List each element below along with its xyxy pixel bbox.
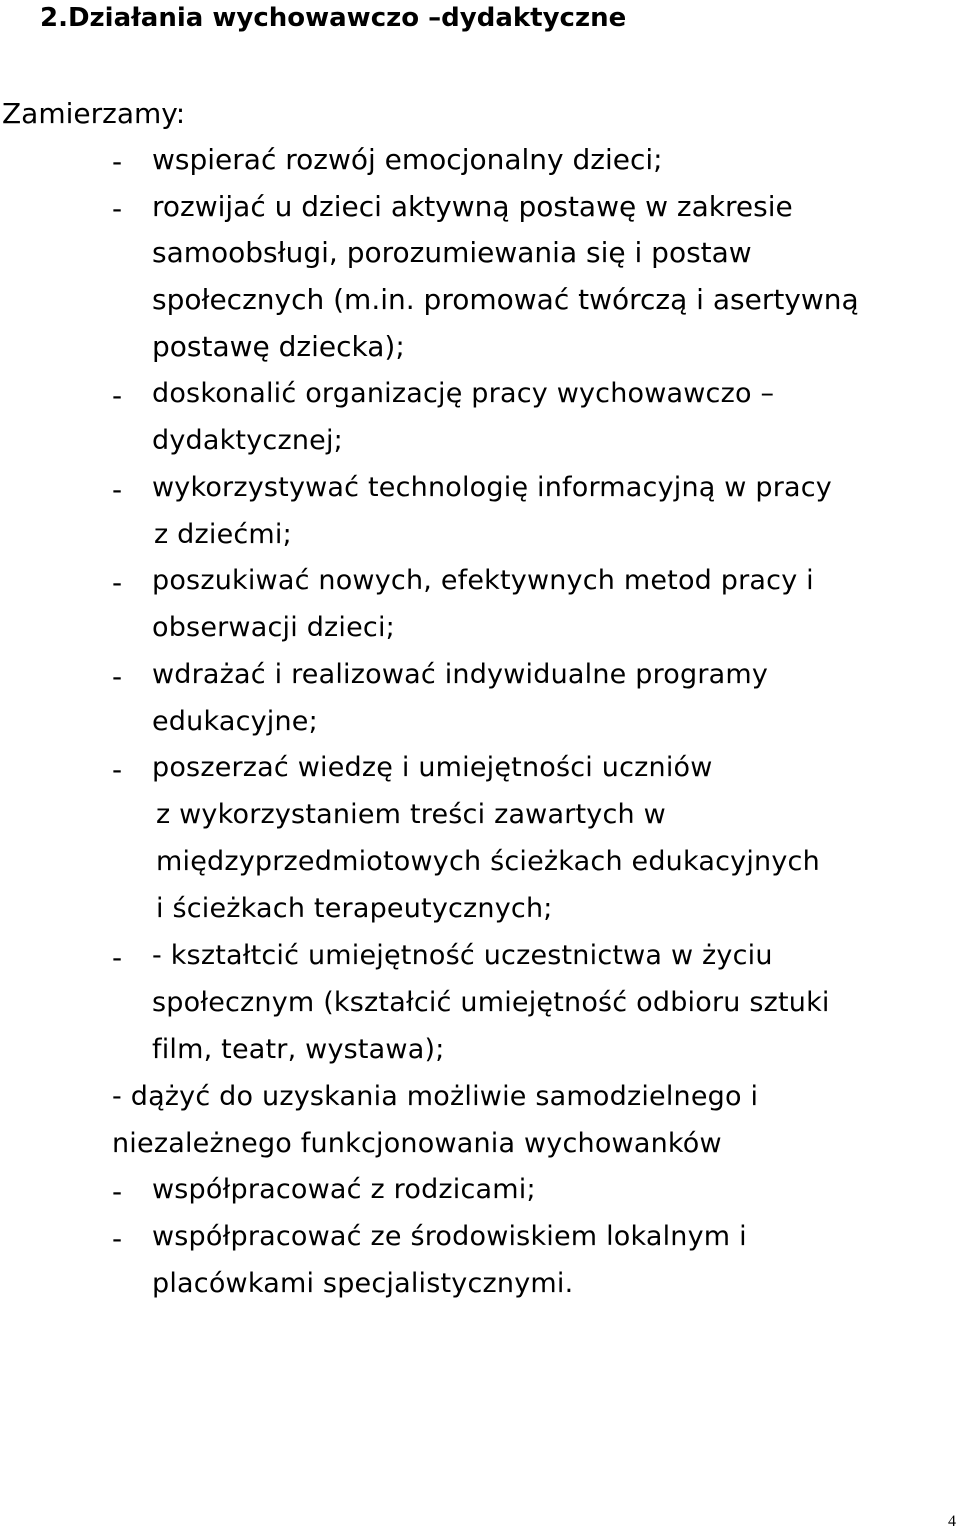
- list-dash: -: [112, 192, 123, 225]
- list-item-line: dydaktycznej;: [152, 425, 343, 456]
- list-item-line: edukacyjne;: [152, 706, 318, 737]
- page-number: 4: [948, 1513, 956, 1530]
- list-dash: -: [112, 660, 123, 693]
- plain-line: niezależnego funkcjonowania wychowanków: [112, 1128, 722, 1159]
- list-dash: -: [112, 1175, 123, 1208]
- list-item-line: współpracować ze środowiskiem lokalnym i: [152, 1221, 747, 1252]
- section-heading: [40, 0, 626, 36]
- list-item-line: z dziećmi;: [154, 519, 292, 550]
- list-item-line: z wykorzystaniem treści zawartych w: [156, 799, 666, 830]
- list-item-line: doskonalić organizację pracy wychowawczo –: [152, 378, 775, 409]
- list-item-line: poszerzać wiedzę i umiejętności uczniów: [152, 752, 713, 783]
- list-item-line: postawę dziecka);: [152, 330, 405, 363]
- list-item-line: społecznym (kształcić umiejętność odbioru sztuki: [152, 987, 830, 1018]
- section-title: Działania wychowawczo –dydaktyczne: [67, 3, 627, 33]
- list-item-line: wdrażać i realizować indywidualne programy: [152, 659, 769, 690]
- list-item-line: rozwijać u dzieci aktywną postawę w zakresie: [152, 190, 793, 223]
- list-dash: -: [112, 1222, 123, 1255]
- plain-line: - dążyć do uzyskania możliwie samodzielnego i: [112, 1081, 759, 1112]
- list-item-line: poszukiwać nowych, efektywnych metod pracy i: [152, 565, 814, 596]
- section-number: 2.: [40, 3, 68, 33]
- intro-text: Zamierzamy:: [2, 97, 186, 130]
- list-item-line: film, teatr, wystawa);: [152, 1034, 445, 1065]
- list-item-line: międzyprzedmiotowych ścieżkach edukacyjnych: [156, 846, 820, 877]
- list-dash: -: [112, 753, 123, 786]
- list-item-line: obserwacji dzieci;: [152, 612, 395, 643]
- list-dash: -: [112, 473, 123, 506]
- list-item-line: wspierać rozwój emocjonalny dzieci;: [152, 143, 663, 176]
- list-dash: -: [112, 145, 123, 178]
- list-item-line: społecznych (m.in. promować twórczą i asertywną: [152, 283, 859, 316]
- list-item-line: - kształtcić umiejętność uczestnictwa w życiu: [152, 940, 773, 971]
- list-item-line: wykorzystywać technologię informacyjną w pracy: [152, 472, 832, 503]
- list-dash: -: [112, 566, 123, 599]
- list-item-line: i ścieżkach terapeutycznych;: [156, 893, 553, 924]
- list-dash: -: [112, 379, 123, 412]
- list-dash: -: [112, 941, 123, 974]
- list-item-line: współpracować z rodzicami;: [152, 1174, 536, 1205]
- list-item-line: placówkami specjalistycznymi.: [152, 1268, 574, 1299]
- list-item-line: samoobsługi, porozumiewania się i postaw: [152, 236, 752, 269]
